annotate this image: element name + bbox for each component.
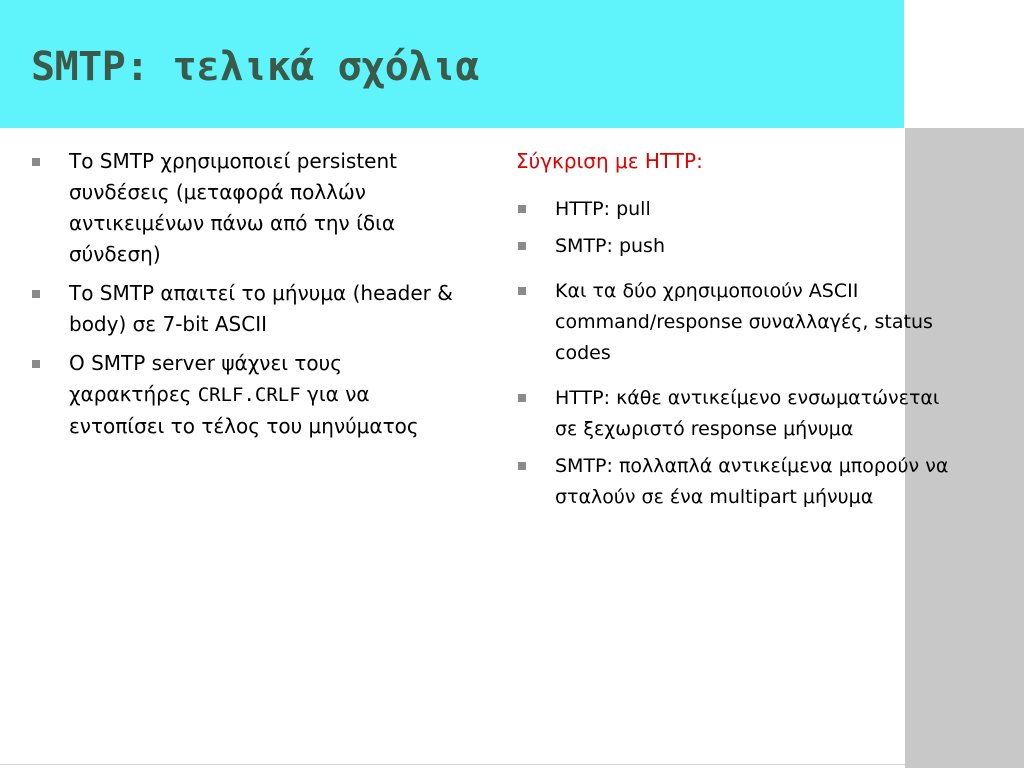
right-bullet-list	[516, 194, 956, 513]
square-bullet-icon	[518, 462, 526, 470]
left-bullet-list	[30, 146, 460, 442]
list-item	[516, 194, 956, 225]
square-bullet-icon	[32, 290, 40, 298]
list-item	[30, 146, 460, 270]
comparison-heading: Σύγκριση με HTTP:	[516, 149, 703, 173]
code-snippet: CRLF.CRLF	[197, 384, 301, 406]
list-item-text-start: O SMTP server ψάχνει τους χαρακτήρες	[69, 351, 342, 406]
list-item	[516, 231, 956, 262]
square-bullet-icon	[32, 158, 40, 166]
square-bullet-icon	[518, 205, 526, 213]
list-item	[30, 278, 460, 340]
square-bullet-icon	[518, 394, 526, 402]
list-item-text: SMTP: πολλαπλά αντικείμενα μπορούν να σταλούν σε ένα multipart μήνυμα	[555, 455, 949, 508]
slide-title: SMTP: τελικά σχόλια	[31, 44, 480, 90]
list-item	[516, 451, 956, 513]
list-item-text-end: για να εντοπίσει το τέλος του μηνύματος	[69, 382, 419, 438]
list-item-text: HTTP: κάθε αντικείμενο ενσωματώνεται σε ξεχωριστό response μήνυμα	[555, 387, 940, 440]
list-item-text: SMTP: push	[555, 235, 666, 257]
right-column	[516, 146, 956, 513]
list-item-text: Και τα δύο χρησιμοποιούν ASCII command/response συναλλαγές, status codes	[555, 280, 933, 364]
square-bullet-icon	[518, 242, 526, 250]
list-item-text: Το SMTP χρησιμοποιεί persistent συνδέσεις (μεταφορά πολλών αντικειμένων πάνω από την ίδια σύνδεση)	[69, 149, 397, 266]
list-item-text: Το SMTP απαιτεί το μήνυμα (header & body) σε 7-bit ASCII	[69, 281, 453, 336]
list-item-text	[69, 348, 460, 442]
left-column	[30, 146, 460, 450]
square-bullet-icon	[518, 287, 526, 295]
list-item	[30, 348, 460, 442]
list-item	[516, 383, 956, 445]
bottom-divider	[0, 764, 905, 765]
square-bullet-icon	[32, 360, 40, 368]
list-item	[516, 276, 956, 369]
list-item-text: HTTP: pull	[555, 198, 651, 220]
